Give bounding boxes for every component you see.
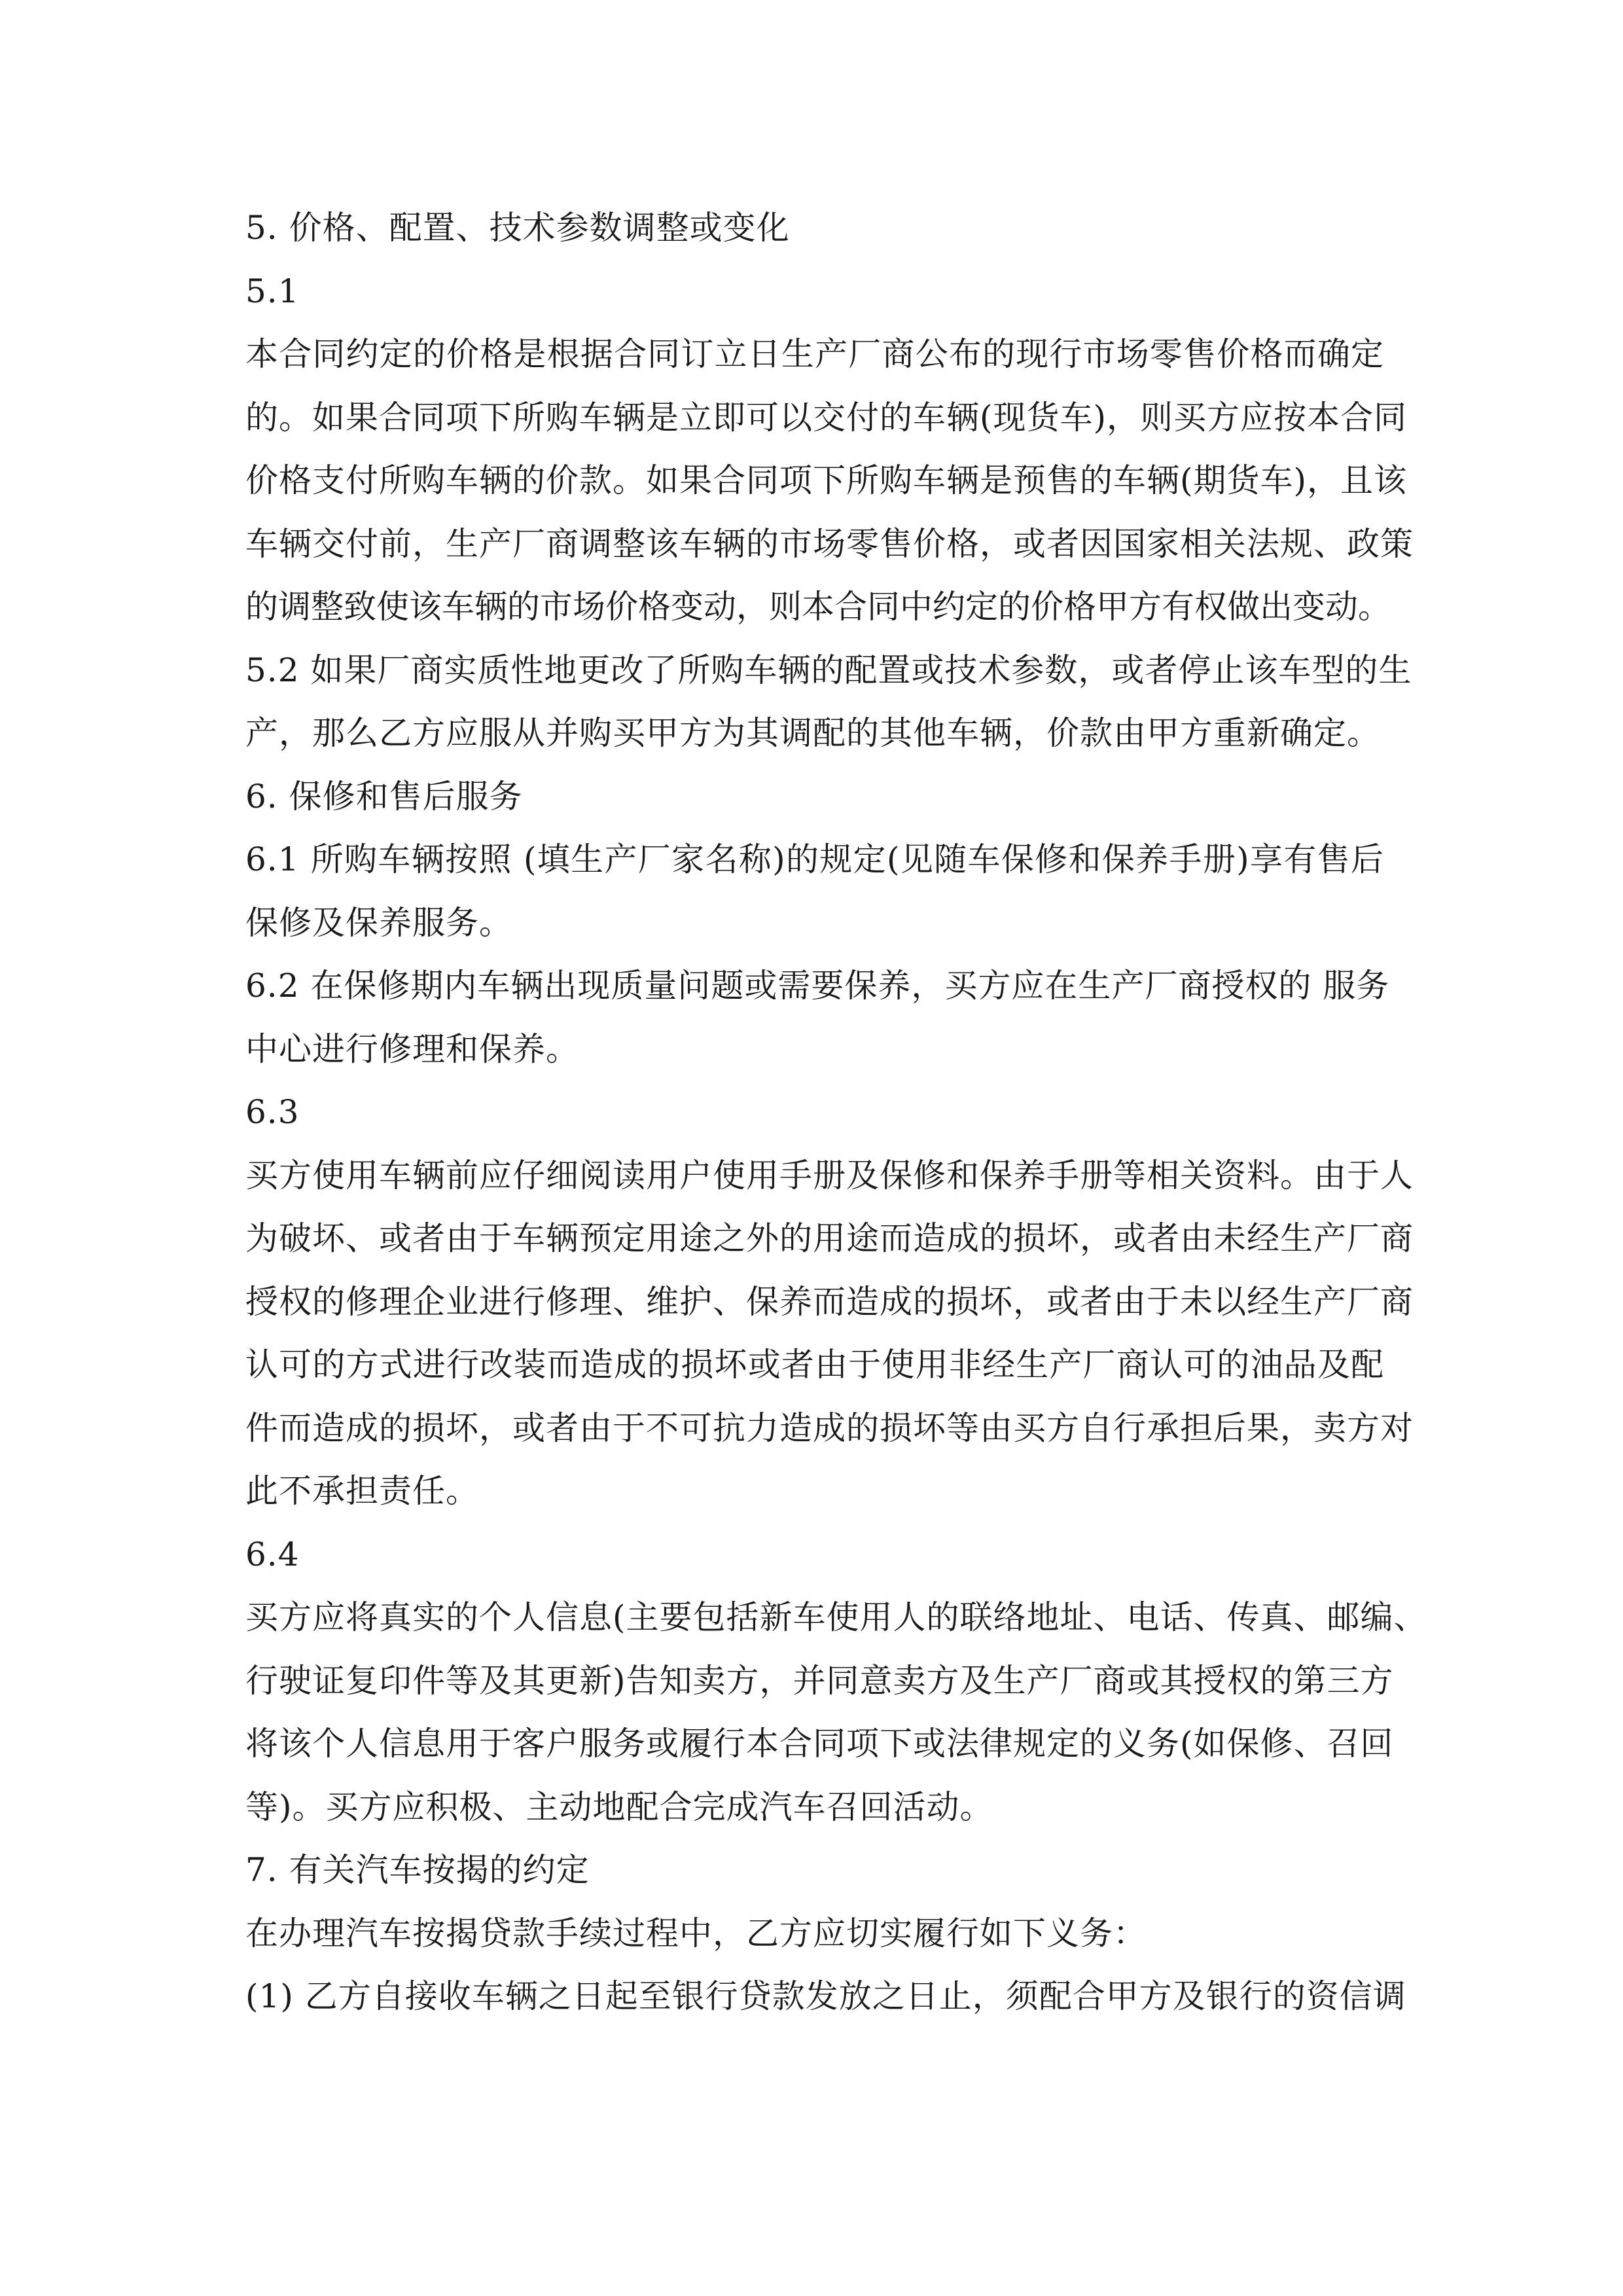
clause-5-2-line: 5.2 如果厂商实质性地更改了所购车辆的配置或技术参数，或者停止该车型的生 [245,651,1412,689]
paragraph-line: 价格支付所购车辆的价款。如果合同项下所购车辆是预售的车辆(期货车)，且该 [245,461,1408,499]
clause-number-5-1: 5.1 [245,272,300,310]
paragraph-line: 授权的修理企业进行修理、维护、保养而造成的损坏，或者由于未以经生产厂商 [245,1282,1414,1321]
paragraph-line: 在办理汽车按揭贷款手续过程中，乙方应切实履行如下义务： [245,1914,1147,1952]
paragraph-line: 保修及保养服务。 [245,903,512,942]
paragraph-line: 行驶证复印件等及其更新)告知卖方，并同意卖方及生产厂商或其授权的第三方 [245,1661,1394,1700]
paragraph-line: 为破坏、或者由于车辆预定用途之外的用途而造成的损坏，或者由未经生产厂商 [245,1219,1414,1257]
clause-number-6-3: 6.3 [245,1093,300,1131]
paragraph-line: 将该个人信息用于客户服务或履行本合同项下或法律规定的义务(如保修、召回 [245,1725,1394,1763]
section-heading-7: 7. 有关汽车按揭的约定 [245,1851,590,1889]
clause-6-1-line: 6.1 所购车辆按照 (填生产厂家名称)的规定(见随车保修和保养手册)享有售后 [245,840,1384,878]
paragraph-line: 买方应将真实的个人信息(主要包括新车使用人的联络地址、电话、传真、邮编、 [245,1598,1427,1636]
paragraph-line: 产，那么乙方应服从并购买甲方为其调配的其他车辆，价款由甲方重新确定。 [245,714,1380,752]
paragraph-line: 的调整致使该车辆的市场价格变动，则本合同中约定的价格甲方有权做出变动。 [245,588,1391,626]
paragraph-line: 等)。买方应积极、主动地配合完成汽车召回活动。 [245,1787,993,1826]
paragraph-line: 买方使用车辆前应仔细阅读用户使用手册及保修和保养手册等相关资料。由于人 [245,1156,1414,1194]
section-heading-6: 6. 保修和售后服务 [245,777,523,816]
paragraph-line: 此不承担责任。 [245,1472,479,1510]
paragraph-line: 的。如果合同项下所购车辆是立即可以交付的车辆(现货车)，则买方应按本合同 [245,398,1408,437]
document-body [245,196,1427,2028]
clause-6-2-line: 6.2 在保修期内车辆出现质量问题或需要保养，买方应在生产厂商授权的 服务 [245,967,1390,1005]
paragraph-line: 本合同约定的价格是根据合同订立日生产厂商公布的现行市场零售价格而确定 [245,335,1384,373]
paragraph-line: 车辆交付前，生产厂商调整该车辆的市场零售价格，或者因国家相关法规、政策 [245,524,1414,563]
paragraph-line: 件而造成的损坏，或者由于不可抗力造成的损坏等由买方自行承担后果，卖方对 [245,1408,1414,1447]
clause-number-6-4: 6.4 [245,1535,300,1573]
list-item-1-line: (1) 乙方自接收车辆之日起至银行贷款发放之日止，须配合甲方及银行的资信调 [245,1977,1406,2015]
paragraph-line: 认可的方式进行改装而造成的损坏或者由于使用非经生产厂商认可的油品及配 [245,1346,1384,1384]
paragraph-line: 中心进行修理和保养。 [245,1030,579,1068]
section-heading-5: 5. 价格、配置、技术参数调整或变化 [245,209,790,247]
